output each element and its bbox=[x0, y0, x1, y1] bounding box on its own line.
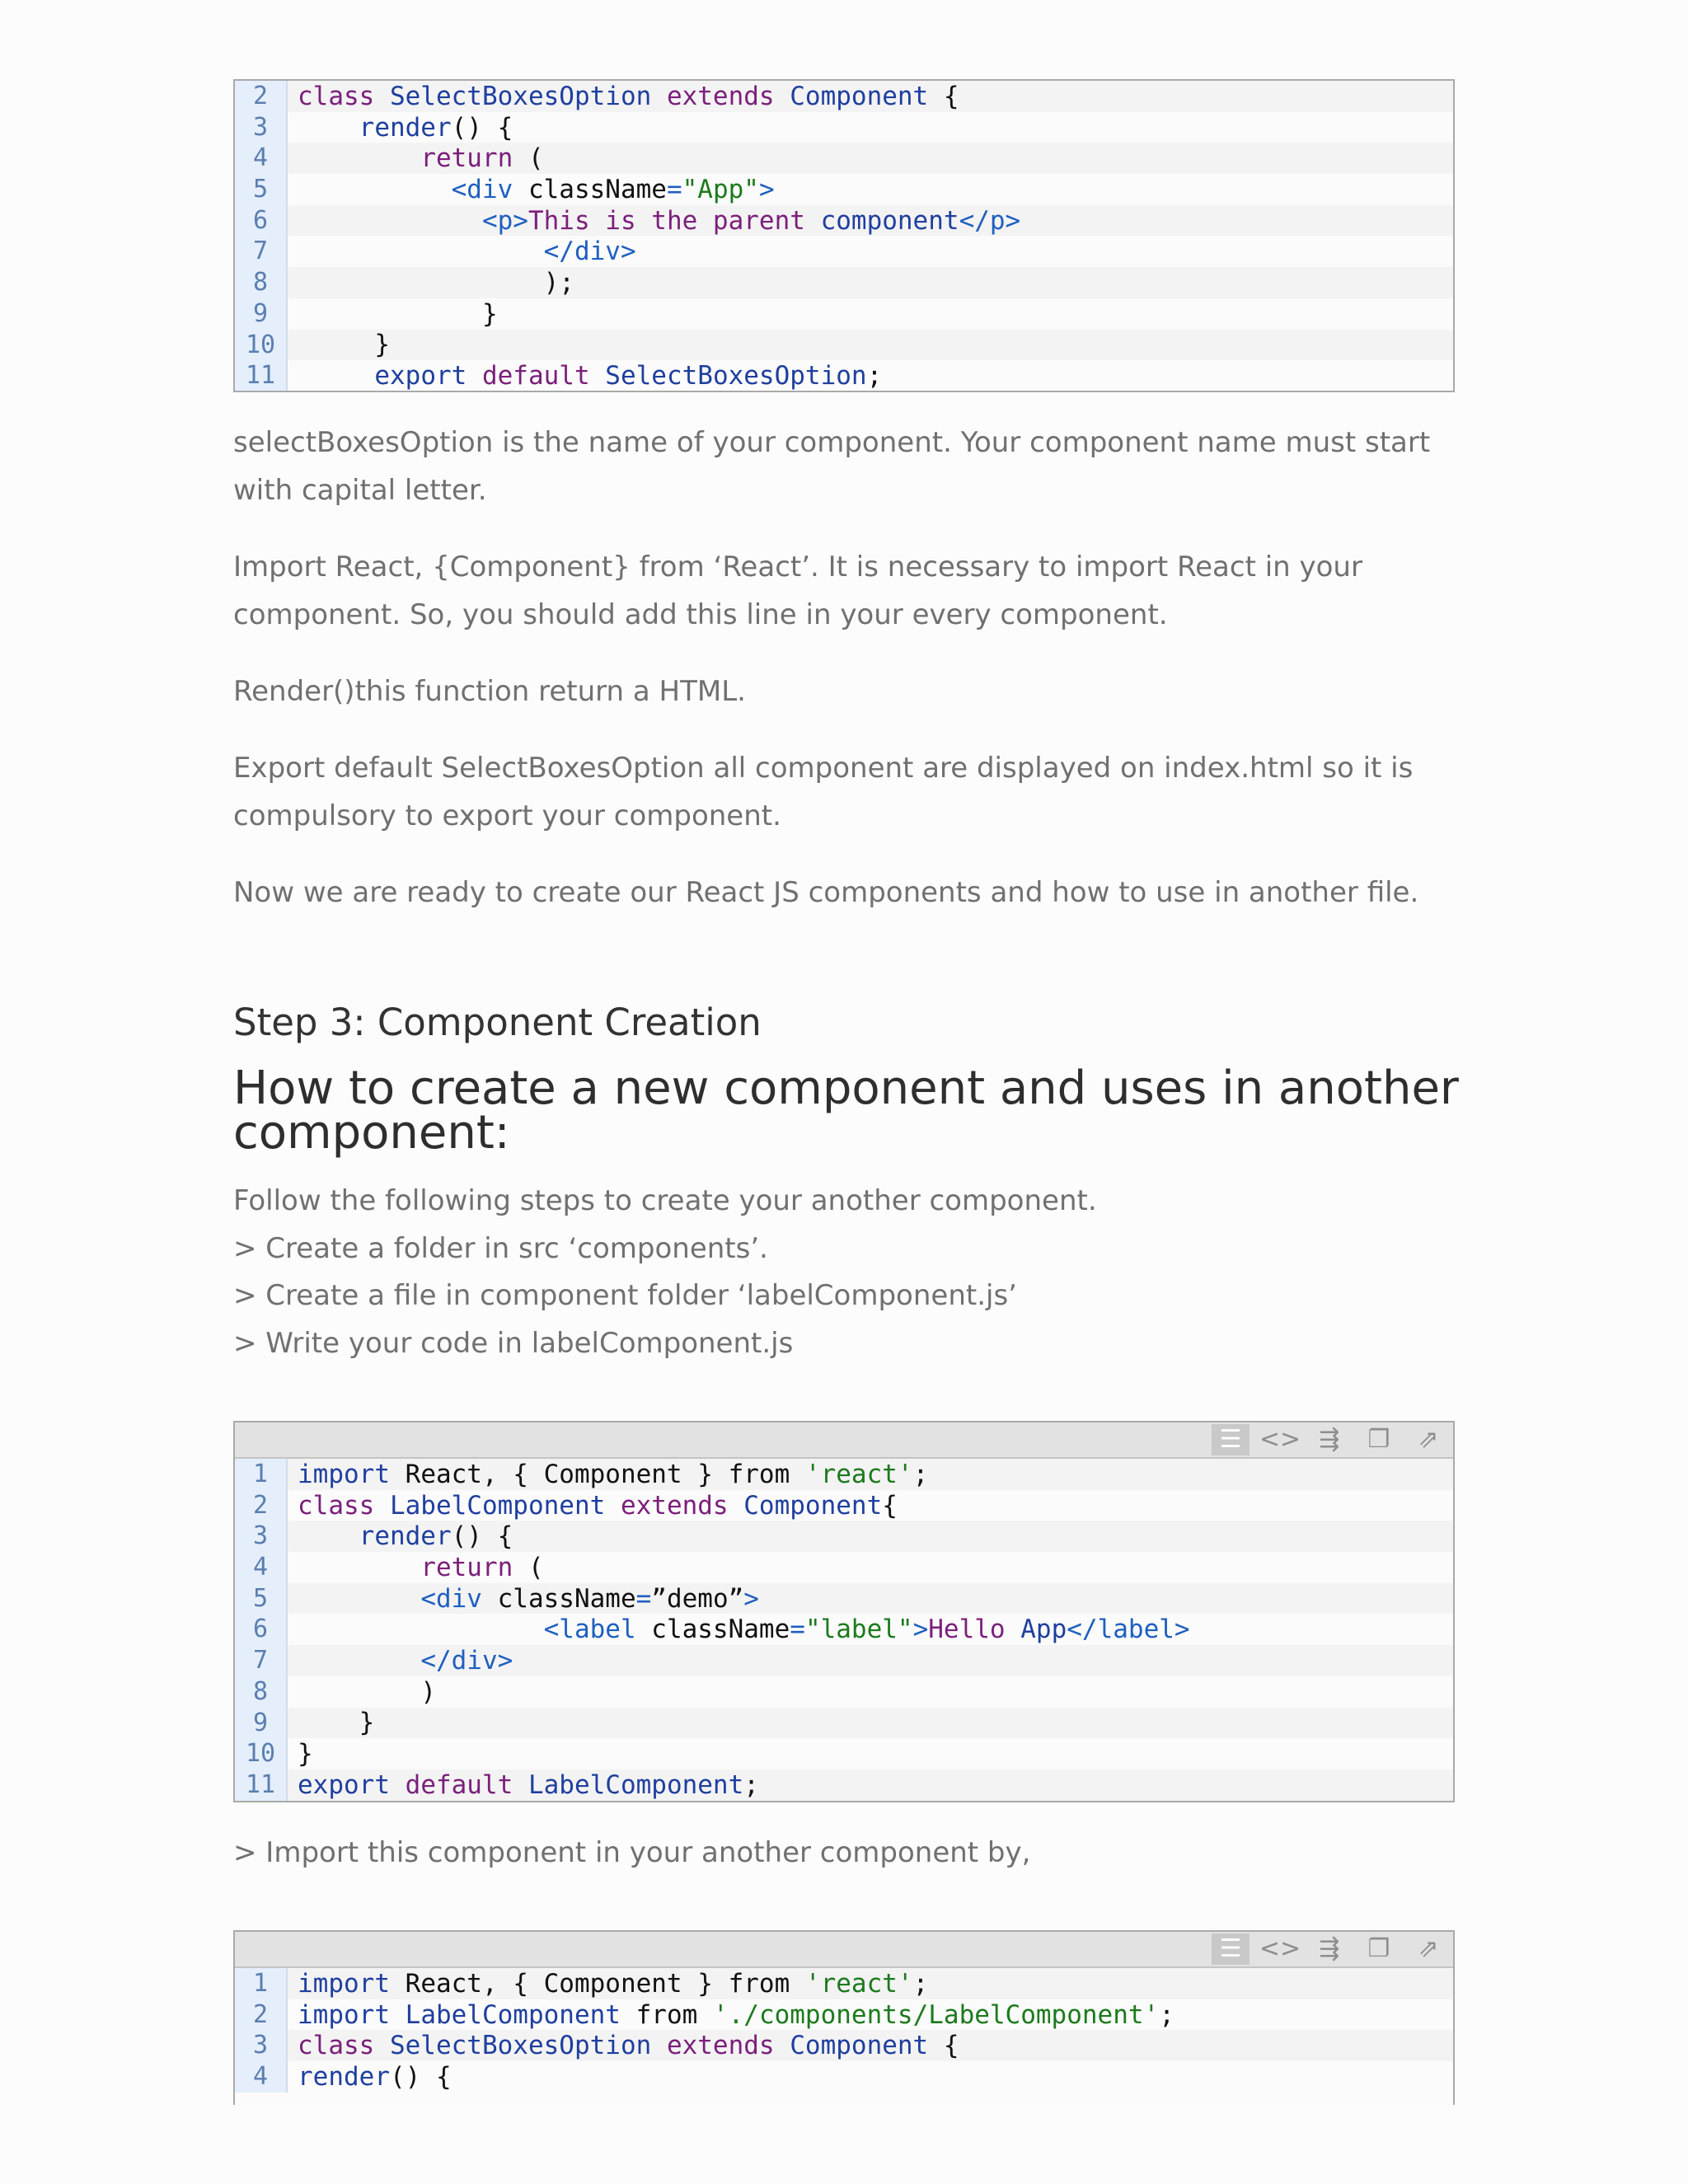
line-number: 2 bbox=[235, 1999, 288, 2031]
code-token: className bbox=[651, 1615, 790, 1645]
line-number: 7 bbox=[235, 1645, 288, 1676]
code-token: = bbox=[790, 1615, 805, 1645]
code-token: render bbox=[298, 2061, 390, 2092]
code-token: render bbox=[359, 1521, 452, 1552]
line-number: 8 bbox=[235, 1676, 288, 1708]
line-number: 4 bbox=[235, 2061, 288, 2093]
code-token: 'react' bbox=[804, 1968, 913, 1999]
code-token: ; bbox=[866, 361, 883, 391]
code-text bbox=[298, 175, 775, 204]
code-lines bbox=[235, 1459, 1453, 1801]
code-token: className bbox=[497, 1583, 636, 1614]
code-token: export bbox=[374, 361, 482, 391]
paragraph-render: Render()this function return a HTML. bbox=[233, 675, 746, 708]
code-line bbox=[235, 2030, 1453, 2061]
code-line bbox=[235, 1708, 1453, 1739]
code-token: Component bbox=[743, 1490, 883, 1521]
code-token: React, { Component } from bbox=[405, 1459, 805, 1489]
code-line bbox=[235, 1769, 1453, 1801]
code-text bbox=[298, 1584, 759, 1614]
code-token: <div bbox=[451, 174, 528, 204]
code-text bbox=[298, 206, 1020, 236]
code-token: > bbox=[912, 1615, 929, 1645]
code-text bbox=[298, 1460, 928, 1489]
step-write-code: > Write your code in labelComponent.js bbox=[233, 1327, 794, 1360]
code-token: ; bbox=[912, 1459, 929, 1489]
code-text bbox=[298, 1646, 513, 1675]
code-token: ; bbox=[743, 1769, 759, 1800]
code-text bbox=[298, 1677, 436, 1707]
line-number: 9 bbox=[235, 1708, 288, 1739]
code-token: = bbox=[666, 174, 682, 204]
code-token: </div> bbox=[420, 1645, 513, 1675]
code-token: component bbox=[820, 205, 959, 236]
steps-intro: Follow the following steps to create your another component. bbox=[233, 1184, 1097, 1217]
code-token: ; bbox=[912, 1968, 929, 1999]
code-token: > bbox=[743, 1583, 759, 1614]
code-block-label-component bbox=[233, 1421, 1455, 1802]
code-token: default bbox=[481, 361, 606, 391]
code-token: from bbox=[635, 1999, 713, 2030]
code-token: ) bbox=[420, 1676, 436, 1707]
line-number: 3 bbox=[235, 2030, 288, 2061]
code-token: className bbox=[528, 174, 667, 204]
code-line bbox=[235, 2061, 1453, 2093]
code-text bbox=[298, 2062, 452, 2092]
code-line bbox=[235, 1521, 1453, 1552]
code-toolbar-tools bbox=[1206, 1422, 1453, 1457]
code-toolbar-tools bbox=[1206, 1932, 1453, 1966]
code-line bbox=[235, 1968, 1453, 1999]
code-token: } bbox=[374, 330, 390, 360]
code-token: </div> bbox=[543, 237, 636, 267]
code-token: import bbox=[298, 1968, 406, 1999]
code-line bbox=[235, 1999, 1453, 2031]
code-text bbox=[298, 82, 959, 111]
code-token: return bbox=[420, 1552, 528, 1582]
code-token: () { bbox=[451, 1521, 513, 1552]
code-line bbox=[235, 1738, 1453, 1769]
code-line bbox=[235, 330, 1453, 361]
code-text bbox=[298, 268, 574, 298]
code-token: App bbox=[1020, 1615, 1067, 1645]
code-token: } bbox=[481, 298, 498, 329]
line-number: 7 bbox=[235, 236, 288, 267]
line-number: 2 bbox=[235, 1490, 288, 1521]
popup-icon[interactable]: ⇗ bbox=[1418, 1425, 1439, 1454]
code-line bbox=[235, 1645, 1453, 1676]
line-number: 6 bbox=[235, 1614, 288, 1645]
code-text bbox=[298, 1615, 1190, 1644]
step-create-file: > Create a file in component folder ‘labelComponent.js’ bbox=[233, 1279, 1017, 1312]
line-number: 10 bbox=[235, 1738, 288, 1769]
code-token: import bbox=[298, 1999, 406, 2030]
code-token: SelectBoxesOption bbox=[389, 2031, 667, 2061]
step-heading: Step 3: Component Creation bbox=[233, 1001, 762, 1044]
code-line bbox=[235, 205, 1453, 237]
code-line bbox=[235, 1676, 1453, 1708]
code-token: LabelComponent bbox=[389, 1490, 621, 1521]
paragraph-import-react: Import React, {Component} from ‘React’. It is necessary to import React in your component. So, you should add this line in your every component. bbox=[233, 551, 1362, 631]
code-toolbar bbox=[235, 1422, 1453, 1459]
code-line bbox=[235, 1490, 1453, 1521]
code-line bbox=[235, 267, 1453, 298]
code-text bbox=[298, 143, 544, 173]
code-text bbox=[298, 2000, 1175, 2030]
line-number: 5 bbox=[235, 174, 288, 205]
code-token: 'react' bbox=[804, 1459, 913, 1489]
code-token: class bbox=[298, 1490, 390, 1521]
code-text bbox=[298, 330, 390, 359]
code-text bbox=[298, 2031, 959, 2060]
code-token: This is the parent bbox=[528, 205, 821, 236]
code-line bbox=[235, 236, 1453, 267]
code-text bbox=[298, 1553, 544, 1582]
code-token: class bbox=[298, 81, 390, 111]
code-token: </label> bbox=[1067, 1615, 1190, 1645]
code-token: ( bbox=[528, 143, 544, 174]
code-token: React, { Component } from bbox=[405, 1968, 805, 1999]
code-token: Hello bbox=[928, 1615, 1021, 1645]
view-source-icon[interactable]: ☰ bbox=[1212, 1933, 1250, 1965]
line-number: 3 bbox=[235, 1521, 288, 1552]
code-token: Component bbox=[790, 2031, 944, 2061]
line-number: 1 bbox=[235, 1968, 288, 1999]
section-heading: How to create a new component and uses in another component: bbox=[233, 1062, 1459, 1160]
paragraph-ready: Now we are ready to create our React JS components and how to use in another file. bbox=[233, 876, 1419, 909]
line-number: 3 bbox=[235, 112, 288, 143]
line-number: 6 bbox=[235, 205, 288, 237]
code-token: > bbox=[758, 174, 775, 204]
code-line bbox=[235, 1614, 1453, 1645]
code-token: = bbox=[635, 1583, 652, 1614]
code-token: "App" bbox=[682, 174, 759, 204]
line-number: 5 bbox=[235, 1583, 288, 1615]
paragraph-component-name: selectBoxesOption is the name of your component. Your component name must start with capital letter. bbox=[233, 426, 1431, 507]
line-number: 8 bbox=[235, 267, 288, 298]
code-toolbar bbox=[235, 1932, 1453, 1968]
copy-icon[interactable]: ❐ bbox=[1367, 1425, 1390, 1454]
line-number: 4 bbox=[235, 143, 288, 174]
code-token: ; bbox=[1159, 1999, 1175, 2030]
code-token: extends bbox=[666, 2031, 790, 2061]
line-number: 2 bbox=[235, 81, 288, 112]
code-text bbox=[298, 113, 513, 143]
code-block-import-label bbox=[233, 1930, 1455, 2105]
code-token: <div bbox=[420, 1583, 498, 1614]
code-token: } bbox=[359, 1708, 375, 1738]
wrap-icon[interactable]: ⇶ bbox=[1319, 1934, 1340, 1963]
code-text bbox=[298, 1969, 928, 1999]
copy-icon[interactable]: ❐ bbox=[1367, 1934, 1390, 1963]
line-number: 11 bbox=[235, 360, 288, 391]
code-token: return bbox=[420, 143, 528, 174]
code-token: <p> bbox=[481, 205, 528, 236]
code-text bbox=[298, 1770, 759, 1800]
code-text bbox=[298, 299, 498, 329]
code-token: LabelComponent bbox=[528, 1769, 744, 1800]
code-icon[interactable]: <> bbox=[1259, 1934, 1301, 1963]
code-token: } bbox=[298, 1739, 313, 1769]
code-block-select-boxes-option bbox=[233, 79, 1455, 392]
paragraph-export-default: Export default SelectBoxesOption all component are displayed on index.html so it is compulsory to export your component. bbox=[233, 752, 1414, 832]
popup-icon[interactable]: ⇗ bbox=[1418, 1934, 1439, 1963]
code-icon[interactable]: <> bbox=[1259, 1425, 1301, 1454]
code-text bbox=[298, 1739, 313, 1769]
code-text bbox=[298, 1521, 513, 1551]
code-text bbox=[298, 1708, 374, 1737]
code-lines bbox=[235, 1968, 1453, 2093]
code-token: './components/LabelComponent' bbox=[712, 1999, 1160, 2030]
line-number: 9 bbox=[235, 298, 288, 330]
line-number: 4 bbox=[235, 1552, 288, 1583]
view-source-icon[interactable]: ☰ bbox=[1212, 1424, 1250, 1455]
code-token: () { bbox=[451, 112, 513, 143]
code-token: ( bbox=[528, 1552, 544, 1582]
code-token: "label" bbox=[804, 1615, 913, 1645]
code-token: ); bbox=[543, 267, 574, 298]
code-line bbox=[235, 1583, 1453, 1615]
paragraph-import-note: > Import this component in your another component by, bbox=[233, 1836, 1031, 1869]
code-token: LabelComponent bbox=[405, 1999, 636, 2030]
wrap-icon[interactable]: ⇶ bbox=[1319, 1425, 1340, 1454]
code-line bbox=[235, 81, 1453, 112]
code-token: extends bbox=[666, 81, 790, 111]
code-lines bbox=[235, 81, 1453, 391]
code-token: SelectBoxesOption bbox=[605, 361, 867, 391]
code-token: ”demo” bbox=[651, 1583, 744, 1614]
code-token: export bbox=[298, 1769, 406, 1800]
code-token: render bbox=[359, 112, 452, 143]
code-line bbox=[235, 298, 1453, 330]
code-line bbox=[235, 143, 1453, 174]
code-token: class bbox=[298, 2031, 390, 2061]
code-line bbox=[235, 1459, 1453, 1490]
code-text bbox=[298, 237, 636, 266]
line-number: 1 bbox=[235, 1459, 288, 1490]
step-create-folder: > Create a folder in src ‘components’. bbox=[233, 1232, 768, 1265]
line-number: 11 bbox=[235, 1769, 288, 1801]
code-token: { bbox=[943, 2031, 959, 2061]
code-token: SelectBoxesOption bbox=[389, 81, 667, 111]
code-token: default bbox=[405, 1769, 528, 1800]
code-token: <label bbox=[543, 1615, 652, 1645]
code-token: Component bbox=[790, 81, 944, 111]
code-text bbox=[298, 361, 882, 391]
code-token: extends bbox=[620, 1490, 744, 1521]
code-token: import bbox=[298, 1459, 406, 1489]
code-line bbox=[235, 1552, 1453, 1583]
code-text bbox=[298, 1491, 898, 1521]
line-number: 10 bbox=[235, 330, 288, 361]
code-line bbox=[235, 360, 1453, 391]
code-line bbox=[235, 112, 1453, 143]
code-token: () { bbox=[389, 2061, 452, 2092]
code-token: { bbox=[882, 1490, 898, 1521]
code-token: </p> bbox=[959, 205, 1021, 236]
code-line bbox=[235, 174, 1453, 205]
code-token: { bbox=[943, 81, 959, 111]
